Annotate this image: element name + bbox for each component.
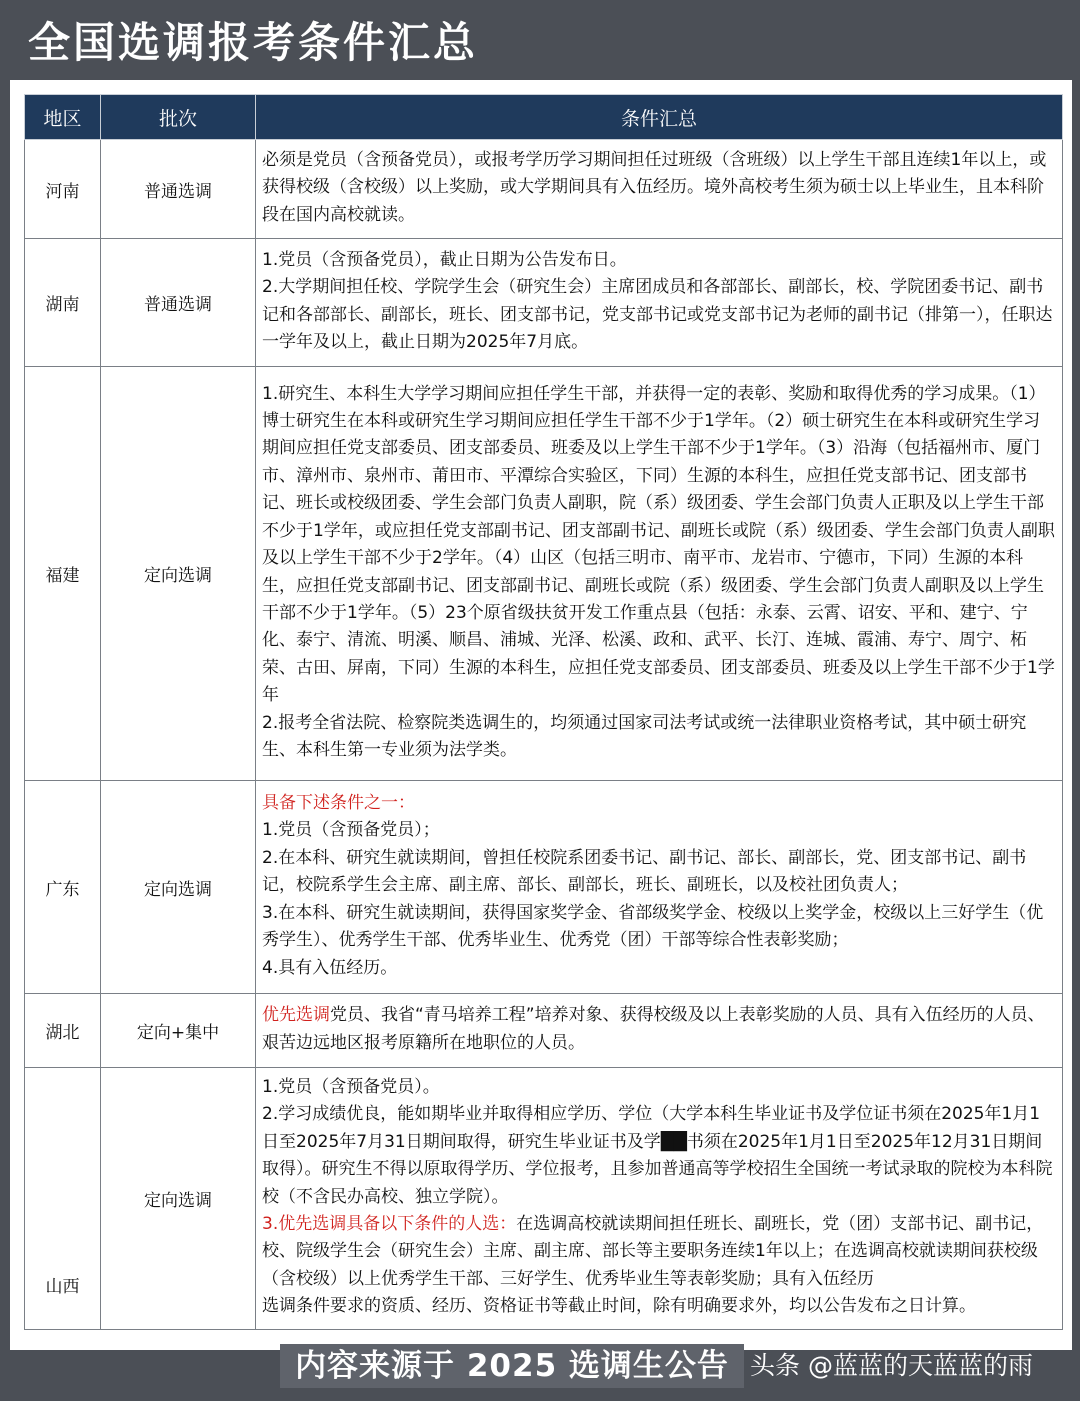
header-region: 地区	[25, 95, 101, 140]
condition-line: 1.党员（含预备党员），截止日期为公告发布日。	[262, 249, 627, 270]
region-cell: 湖南	[25, 239, 101, 367]
table-row	[25, 367, 1063, 781]
conditions-cell	[256, 367, 1063, 781]
author-watermark: 头条 @蓝蓝的天蓝蓝的雨	[750, 1351, 1033, 1380]
condition-line: 2.大学期间担任校、学院学生会（研究生会）主席团成员和各部部长、副部长，校、学院团委书记、副书记和各部部长、副部长，班长、团支部书记，党支部书记或党支部书记为老师的副书记（排第一），任职达一学年及以上，截止日期为2025年7月底。	[262, 277, 1053, 352]
batch-cell: 普通选调	[101, 140, 256, 239]
condition-line	[262, 1211, 1056, 1293]
region-cell: 广东	[25, 781, 101, 994]
batch-cell: 定向选调	[101, 367, 256, 781]
condition-text: 在选调高校就读期间担任班长、副班长，党（团）支部书记、副书记，校、院级学生会（研究生会）主席、副主席、部长等主要职务连续1年以上；在选调高校就读期间获校级（含校级）以上优秀学生干部、三好学生、优秀毕业生等表彰奖励；具有入伍经历	[262, 1214, 1044, 1289]
table-row	[25, 994, 1063, 1068]
batch-cell: 定向+集中	[101, 994, 256, 1068]
header-conditions: 条件汇总	[256, 95, 1063, 140]
page-title: 全国选调报考条件汇总	[28, 18, 479, 67]
conditions-cell	[256, 1068, 1063, 1330]
conditions-table	[24, 94, 1063, 1330]
condition-line: 3.在本科、研究生就读期间，获得国家奖学金、省部级奖学金、校级以上奖学金，校级以上三好学生（优秀学生）、优秀学生干部、优秀毕业生、优秀党（团）干部等综合性表彰奖励；	[262, 902, 1044, 951]
conditions-cell	[256, 994, 1063, 1068]
conditions-cell	[256, 781, 1063, 994]
condition-line: 2.报考全省法院、检察院类选调生的，均须通过国家司法考试或统一法律职业资格考试，其中硕士研究生、本科生第一专业须为法学类。	[262, 712, 1027, 760]
region-cell: 福建	[25, 367, 101, 781]
condition-line	[262, 1002, 1056, 1057]
condition-lead: 具备下述条件之一：	[262, 793, 415, 814]
table-row	[25, 781, 1063, 994]
priority-label: 3.优先选调具备以下条件的人选：	[262, 1214, 517, 1235]
header-batch: 批次	[101, 95, 256, 140]
conditions-cell	[256, 140, 1063, 239]
condition-line: 2.在本科、研究生就读期间，曾担任校院系团委书记、副书记、部长、副部长，党、团支部书记、副书记，校院系学生会主席、副主席、部长、副部长，班长、副班长，以及校社团负责人；	[262, 847, 1027, 896]
priority-label: 优先选调	[262, 1005, 330, 1026]
batch-cell: 定向选调	[101, 781, 256, 994]
condition-line: 1.研究生、本科生大学学习期间应担任学生干部，并获得一定的表彰、奖励和取得优秀的学习成果。（1）博士研究生在本科或研究生学习期间应担任学生干部不少于1学年。（2）硕士研究生在本科或研究生学习期间应担任党支部委员、团支部委员、班委及以上学生干部不少于1学年。（3）沿海（包括福州市、厦门市、漳州市、泉州市、莆田市、平潭综合实验区，下同）生源的本科生，应担任党支部书记、团支部书记、班长或校级团委、学生会部门负责人副职，院（系）级团委、学生会部门负责人正职及以上学生干部不少于1学年，或应担任党支部副书记、团支部副书记、副班长或院（系）级团委、学生会部门负责人副职及以上学生干部不少于2学年。（4）山区（包括三明市、南平市、龙岩市、宁德市，下同）生源的本科生，应担任党支部副书记、团支部副书记、副班长或院（系）级团委、学生会部门负责人副职及以上学生干部不少于1学年。（5）23个原省级扶贫开发工作重点县（包括：永泰、云霄、诏安、平和、建宁、宁化、泰宁、清流、明溪、顺昌、浦城、光泽、松溪、政和、武平、长汀、连城、霞浦、寿宁、周宁、柘荣、古田、屏南，下同）生源的本科生，应担任党支部委员、团支部委员、班委及以上学生干部不少于1学年	[262, 383, 1055, 706]
content-panel	[10, 80, 1072, 1350]
region-cell: 湖北	[25, 994, 101, 1068]
table-row	[25, 239, 1063, 367]
condition-line: 选调条件要求的资质、经历、资格证书等截止时间，除有明确要求外，均以公告发布之日计算。	[262, 1296, 976, 1317]
condition-line: 必须是党员（含预备党员），或报考学历学习期间担任过班级（含班级）以上学生干部且连续1年以上，或获得校级（含校级）以上奖励，或大学期间具有入伍经历。境外高校考生须为硕士以上毕业生，且本科阶段在国内高校就读。	[262, 149, 1047, 225]
conditions-cell	[256, 239, 1063, 367]
condition-line: 2.学习成绩优良，能如期毕业并取得相应学历、学位（大学本科生毕业证书及学位证书须在2025年1月1日至2025年7月31日期间取得，研究生毕业证书及学██书须在2025年1月1日至2025年12月31日期间取得）。研究生不得以原取得学历、学位报考，且参加普通高等学校招生全国统一考试录取的院校为本科院校（不含民办高校、独立学院）。	[262, 1104, 1053, 1207]
batch-cell: 定向选调	[101, 1068, 256, 1330]
source-banner: 内容来源于 2025 选调生公告	[280, 1344, 744, 1388]
condition-line: 1.党员（含预备党员）。	[262, 1077, 440, 1097]
condition-line: 1.党员（含预备党员）；	[262, 820, 440, 841]
batch-cell: 普通选调	[101, 239, 256, 367]
condition-line: 4.具有入伍经历。	[262, 957, 398, 978]
region-label: 山西	[45, 1277, 80, 1297]
region-cell	[25, 1068, 101, 1330]
region-cell: 河南	[25, 140, 101, 239]
table-row	[25, 140, 1063, 239]
table-row	[25, 1068, 1063, 1330]
table-header-row	[25, 95, 1063, 140]
condition-text: 党员、我省“青马培养工程”培养对象、获得校级及以上表彰奖励的人员、具有入伍经历的人员、艰苦边远地区报考原籍所在地职位的人员。	[262, 1005, 1045, 1053]
